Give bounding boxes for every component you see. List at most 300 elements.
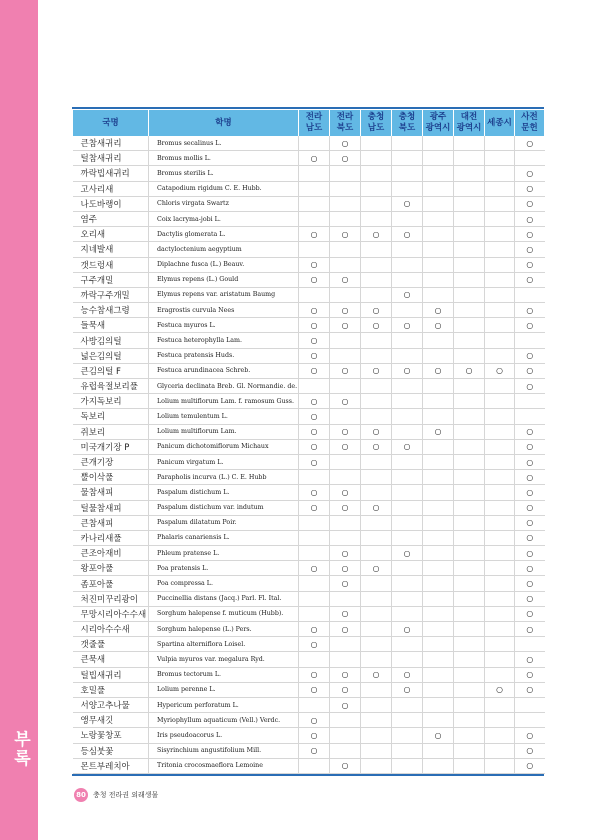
empty-cell	[423, 561, 454, 576]
empty-cell	[454, 713, 485, 728]
empty-cell	[392, 591, 423, 606]
empty-cell	[361, 530, 392, 545]
presence-mark-cell: ○	[299, 454, 330, 469]
column-header: 전라 남도	[299, 110, 330, 136]
empty-cell	[392, 470, 423, 485]
presence-mark-cell: ○	[515, 424, 545, 439]
column-header: 광주 광역시	[423, 110, 454, 136]
empty-cell	[299, 652, 330, 667]
empty-cell	[485, 470, 515, 485]
table-row	[73, 546, 545, 561]
empty-cell	[330, 379, 361, 394]
empty-cell	[454, 470, 485, 485]
korean-name-cell: 갯드렁새	[73, 257, 149, 272]
empty-cell	[423, 546, 454, 561]
presence-mark-cell: ○	[515, 196, 545, 211]
empty-cell	[423, 287, 454, 302]
empty-cell	[423, 257, 454, 272]
scientific-name-cell: Puccinellia distans (Jacq.) Parl. Fl. Ital.	[149, 591, 299, 606]
korean-name-cell: 카나리새풀	[73, 530, 149, 545]
empty-cell	[361, 151, 392, 166]
scientific-name-cell: Eragrostis curvula Nees	[149, 303, 299, 318]
empty-cell	[423, 242, 454, 257]
empty-cell	[423, 667, 454, 682]
table-row	[73, 303, 545, 318]
presence-mark-cell: ○	[330, 424, 361, 439]
scientific-name-cell: Phalaris canariensis L.	[149, 530, 299, 545]
empty-cell	[330, 287, 361, 302]
empty-cell	[454, 728, 485, 743]
empty-cell	[361, 454, 392, 469]
table-row	[73, 166, 545, 181]
presence-mark-cell: ○	[330, 758, 361, 773]
presence-mark-cell: ○	[299, 318, 330, 333]
table-row	[73, 758, 545, 773]
empty-cell	[392, 424, 423, 439]
scientific-name-cell: Festuca myuros L.	[149, 318, 299, 333]
empty-cell	[454, 500, 485, 515]
presence-mark-cell: ○	[423, 363, 454, 378]
table-row	[73, 318, 545, 333]
empty-cell	[392, 713, 423, 728]
empty-cell	[485, 637, 515, 652]
empty-cell	[454, 758, 485, 773]
empty-cell	[361, 682, 392, 697]
empty-cell	[423, 227, 454, 242]
empty-cell	[299, 546, 330, 561]
empty-cell	[454, 637, 485, 652]
presence-mark-cell: ○	[299, 394, 330, 409]
empty-cell	[423, 591, 454, 606]
empty-cell	[423, 272, 454, 287]
empty-cell	[423, 409, 454, 424]
column-header: 국명	[73, 110, 149, 136]
presence-mark-cell: ○	[515, 227, 545, 242]
empty-cell	[392, 166, 423, 181]
empty-cell	[454, 667, 485, 682]
empty-cell	[454, 622, 485, 637]
empty-cell	[299, 470, 330, 485]
empty-cell	[392, 242, 423, 257]
empty-cell	[361, 591, 392, 606]
empty-cell	[330, 196, 361, 211]
empty-cell	[392, 743, 423, 758]
empty-cell	[454, 682, 485, 697]
presence-mark-cell: ○	[515, 318, 545, 333]
empty-cell	[423, 713, 454, 728]
presence-mark-cell: ○	[515, 379, 545, 394]
empty-cell	[454, 652, 485, 667]
empty-cell	[330, 652, 361, 667]
table-row	[73, 379, 545, 394]
presence-mark-cell: ○	[299, 561, 330, 576]
empty-cell	[423, 379, 454, 394]
empty-cell	[361, 637, 392, 652]
footer-title: 충청 전라권 외래생물	[93, 791, 159, 799]
scientific-name-cell: Bromus sterilis L.	[149, 166, 299, 181]
empty-cell	[485, 348, 515, 363]
scientific-name-cell: Lolium perenne L.	[149, 682, 299, 697]
presence-mark-cell: ○	[330, 667, 361, 682]
empty-cell	[330, 348, 361, 363]
empty-cell	[361, 515, 392, 530]
empty-cell	[485, 379, 515, 394]
presence-mark-cell: ○	[330, 697, 361, 712]
empty-cell	[454, 136, 485, 151]
presence-mark-cell: ○	[299, 682, 330, 697]
empty-cell	[361, 728, 392, 743]
presence-mark-cell: ○	[299, 439, 330, 454]
scientific-name-cell: Sorghum halepense f. muticum (Hubb).	[149, 606, 299, 621]
empty-cell	[454, 606, 485, 621]
empty-cell	[454, 257, 485, 272]
table-row	[73, 591, 545, 606]
empty-cell	[361, 166, 392, 181]
empty-cell	[361, 606, 392, 621]
presence-mark-cell: ○	[515, 500, 545, 515]
empty-cell	[423, 500, 454, 515]
empty-cell	[330, 743, 361, 758]
presence-mark-cell: ○	[485, 682, 515, 697]
presence-mark-cell: ○	[330, 682, 361, 697]
presence-mark-cell: ○	[299, 637, 330, 652]
table-row	[73, 151, 545, 166]
empty-cell	[423, 515, 454, 530]
presence-mark-cell: ○	[515, 485, 545, 500]
empty-cell	[454, 166, 485, 181]
empty-cell	[361, 211, 392, 226]
table-row	[73, 500, 545, 515]
empty-cell	[454, 227, 485, 242]
scientific-name-cell: Myriophyllum aquaticum (Vell.) Verdc.	[149, 713, 299, 728]
empty-cell	[485, 606, 515, 621]
empty-cell	[485, 728, 515, 743]
empty-cell	[361, 272, 392, 287]
korean-name-cell: 까락빕새귀리	[73, 166, 149, 181]
empty-cell	[423, 196, 454, 211]
empty-cell	[485, 530, 515, 545]
empty-cell	[454, 546, 485, 561]
empty-cell	[485, 713, 515, 728]
scientific-name-cell: Tritonia crocosmaeflora Lemoine	[149, 758, 299, 773]
empty-cell	[485, 546, 515, 561]
empty-cell	[485, 500, 515, 515]
scientific-name-cell: dactyloctenium aegyptium	[149, 242, 299, 257]
empty-cell	[423, 470, 454, 485]
korean-name-cell: 나도바랭이	[73, 196, 149, 211]
korean-name-cell: 앵무새깃	[73, 713, 149, 728]
presence-mark-cell: ○	[361, 363, 392, 378]
korean-name-cell: 갯줄풀	[73, 637, 149, 652]
presence-mark-cell: ○	[299, 272, 330, 287]
table-row	[73, 394, 545, 409]
korean-name-cell: 독보리	[73, 409, 149, 424]
korean-name-cell: 미국개기장 P	[73, 439, 149, 454]
empty-cell	[392, 485, 423, 500]
empty-cell	[330, 591, 361, 606]
scientific-name-cell: Bromus tectorum L.	[149, 667, 299, 682]
empty-cell	[485, 409, 515, 424]
scientific-name-cell: Paspalum distichum L.	[149, 485, 299, 500]
empty-cell	[361, 242, 392, 257]
table-row	[73, 272, 545, 287]
scientific-name-cell: Coix lacryma-jobi L.	[149, 211, 299, 226]
empty-cell	[515, 697, 545, 712]
empty-cell	[515, 287, 545, 302]
empty-cell	[485, 136, 515, 151]
scientific-name-cell: Glyceria declinata Breb. Gl. Normandie. de.	[149, 379, 299, 394]
empty-cell	[330, 530, 361, 545]
table-row	[73, 606, 545, 621]
empty-cell	[361, 697, 392, 712]
table-row	[73, 637, 545, 652]
presence-mark-cell: ○	[330, 561, 361, 576]
empty-cell	[392, 637, 423, 652]
empty-cell	[361, 546, 392, 561]
scientific-name-cell: Poa pratensis L.	[149, 561, 299, 576]
scientific-name-cell: Sorghum halepense (L.) Pers.	[149, 622, 299, 637]
empty-cell	[299, 515, 330, 530]
korean-name-cell: 큰개기장	[73, 454, 149, 469]
korean-name-cell: 등심붓꽃	[73, 743, 149, 758]
empty-cell	[485, 576, 515, 591]
presence-mark-cell: ○	[299, 257, 330, 272]
empty-cell	[454, 303, 485, 318]
empty-cell	[392, 561, 423, 576]
korean-name-cell: 시리아수수새	[73, 622, 149, 637]
empty-cell	[515, 409, 545, 424]
korean-name-cell: 노랑꽃창포	[73, 728, 149, 743]
scientific-name-cell: Phleum pratense L.	[149, 546, 299, 561]
empty-cell	[299, 166, 330, 181]
empty-cell	[330, 333, 361, 348]
empty-cell	[299, 287, 330, 302]
presence-mark-cell: ○	[423, 318, 454, 333]
presence-mark-cell: ○	[392, 622, 423, 637]
empty-cell	[423, 394, 454, 409]
korean-name-cell: 좀포아풀	[73, 576, 149, 591]
presence-mark-cell: ○	[299, 424, 330, 439]
empty-cell	[423, 454, 454, 469]
empty-cell	[361, 136, 392, 151]
empty-cell	[423, 697, 454, 712]
presence-mark-cell: ○	[299, 743, 330, 758]
presence-mark-cell: ○	[361, 318, 392, 333]
table-row	[73, 576, 545, 591]
empty-cell	[361, 470, 392, 485]
empty-cell	[299, 196, 330, 211]
empty-cell	[485, 227, 515, 242]
empty-cell	[515, 637, 545, 652]
presence-mark-cell: ○	[330, 576, 361, 591]
empty-cell	[454, 576, 485, 591]
presence-mark-cell: ○	[299, 409, 330, 424]
empty-cell	[330, 409, 361, 424]
empty-cell	[392, 606, 423, 621]
page-footer	[74, 788, 158, 802]
table-row	[73, 196, 545, 211]
korean-name-cell: 큰조아재비	[73, 546, 149, 561]
empty-cell	[423, 439, 454, 454]
empty-cell	[423, 151, 454, 166]
presence-mark-cell: ○	[485, 363, 515, 378]
appendix-label: 부록	[10, 730, 30, 768]
scientific-name-cell: Bromus mollis L.	[149, 151, 299, 166]
empty-cell	[485, 667, 515, 682]
empty-cell	[485, 242, 515, 257]
empty-cell	[361, 196, 392, 211]
table-row	[73, 652, 545, 667]
presence-mark-cell: ○	[330, 151, 361, 166]
empty-cell	[299, 591, 330, 606]
empty-cell	[485, 515, 515, 530]
presence-mark-cell: ○	[330, 136, 361, 151]
korean-name-cell: 지네발새	[73, 242, 149, 257]
empty-cell	[454, 743, 485, 758]
empty-cell	[515, 333, 545, 348]
table-row	[73, 333, 545, 348]
empty-cell	[361, 394, 392, 409]
presence-mark-cell: ○	[515, 257, 545, 272]
empty-cell	[485, 394, 515, 409]
korean-name-cell: 처진미꾸리광이	[73, 591, 149, 606]
presence-mark-cell: ○	[330, 606, 361, 621]
empty-cell	[485, 439, 515, 454]
empty-cell	[392, 272, 423, 287]
korean-name-cell: 고사리새	[73, 181, 149, 196]
table-row	[73, 682, 545, 697]
table-header-row	[73, 110, 545, 136]
presence-mark-cell: ○	[361, 500, 392, 515]
table-row	[73, 622, 545, 637]
scientific-name-cell: Hypericum perforatum L.	[149, 697, 299, 712]
empty-cell	[485, 166, 515, 181]
empty-cell	[423, 166, 454, 181]
empty-cell	[423, 530, 454, 545]
empty-cell	[485, 424, 515, 439]
empty-cell	[361, 622, 392, 637]
empty-cell	[330, 211, 361, 226]
presence-mark-cell: ○	[515, 652, 545, 667]
scientific-name-cell: Parapholis incurva (L.) C. E. Hubb	[149, 470, 299, 485]
empty-cell	[423, 333, 454, 348]
empty-cell	[330, 181, 361, 196]
presence-mark-cell: ○	[392, 439, 423, 454]
empty-cell	[392, 728, 423, 743]
presence-mark-cell: ○	[515, 166, 545, 181]
presence-mark-cell: ○	[392, 196, 423, 211]
empty-cell	[515, 151, 545, 166]
table-row	[73, 713, 545, 728]
korean-name-cell: 왕포아풀	[73, 561, 149, 576]
empty-cell	[423, 136, 454, 151]
empty-cell	[454, 530, 485, 545]
empty-cell	[454, 394, 485, 409]
empty-cell	[485, 485, 515, 500]
empty-cell	[485, 303, 515, 318]
empty-cell	[299, 697, 330, 712]
empty-cell	[392, 409, 423, 424]
korean-name-cell: 쥐보리	[73, 424, 149, 439]
scientific-name-cell: Spartina alterniflora Loisel.	[149, 637, 299, 652]
presence-mark-cell: ○	[361, 424, 392, 439]
presence-mark-cell: ○	[392, 363, 423, 378]
presence-mark-cell: ○	[515, 242, 545, 257]
empty-cell	[454, 379, 485, 394]
empty-cell	[454, 485, 485, 500]
empty-cell	[299, 606, 330, 621]
empty-cell	[392, 454, 423, 469]
empty-cell	[330, 470, 361, 485]
column-header: 사전 문헌	[515, 110, 545, 136]
presence-mark-cell: ○	[361, 303, 392, 318]
empty-cell	[485, 211, 515, 226]
scientific-name-cell: Chloris virgata Swartz	[149, 196, 299, 211]
empty-cell	[423, 211, 454, 226]
table-row	[73, 515, 545, 530]
empty-cell	[423, 485, 454, 500]
empty-cell	[454, 515, 485, 530]
scientific-name-cell: Festuca heterophylla Lam.	[149, 333, 299, 348]
presence-mark-cell: ○	[515, 728, 545, 743]
empty-cell	[392, 151, 423, 166]
scientific-name-cell: Paspalum dilatatum Poir.	[149, 515, 299, 530]
presence-mark-cell: ○	[515, 561, 545, 576]
empty-cell	[299, 758, 330, 773]
presence-mark-cell: ○	[515, 470, 545, 485]
empty-cell	[361, 333, 392, 348]
scientific-name-cell: Diplachne fusca (L.) Beauv.	[149, 257, 299, 272]
table-row	[73, 363, 545, 378]
empty-cell	[361, 257, 392, 272]
table-top-rule	[72, 107, 544, 109]
presence-mark-cell: ○	[299, 151, 330, 166]
empty-cell	[485, 333, 515, 348]
side-band	[0, 0, 38, 840]
korean-name-cell: 능수참새그령	[73, 303, 149, 318]
korean-name-cell: 까락구주개밀	[73, 287, 149, 302]
presence-mark-cell: ○	[515, 576, 545, 591]
empty-cell	[361, 576, 392, 591]
presence-mark-cell: ○	[299, 348, 330, 363]
empty-cell	[392, 697, 423, 712]
empty-cell	[330, 728, 361, 743]
empty-cell	[454, 591, 485, 606]
presence-mark-cell: ○	[392, 546, 423, 561]
table-row	[73, 257, 545, 272]
scientific-name-cell: Paspalum distichum var. indutum	[149, 500, 299, 515]
presence-mark-cell: ○	[330, 485, 361, 500]
presence-mark-cell: ○	[330, 272, 361, 287]
presence-mark-cell: ○	[515, 272, 545, 287]
scientific-name-cell: Poa compressa L.	[149, 576, 299, 591]
presence-mark-cell: ○	[361, 439, 392, 454]
presence-mark-cell: ○	[361, 227, 392, 242]
korean-name-cell: 물참새피	[73, 485, 149, 500]
scientific-name-cell: Lolium temulentum L.	[149, 409, 299, 424]
scientific-name-cell: Panicum virgatum L.	[149, 454, 299, 469]
presence-mark-cell: ○	[515, 303, 545, 318]
table-row	[73, 424, 545, 439]
empty-cell	[392, 758, 423, 773]
scientific-name-cell: Sisyrinchium angustifolium Mill.	[149, 743, 299, 758]
empty-cell	[485, 318, 515, 333]
korean-name-cell: 큰참새귀리	[73, 136, 149, 151]
empty-cell	[361, 743, 392, 758]
empty-cell	[330, 166, 361, 181]
korean-name-cell: 큰김의털 F	[73, 363, 149, 378]
species-distribution-table	[72, 110, 545, 774]
